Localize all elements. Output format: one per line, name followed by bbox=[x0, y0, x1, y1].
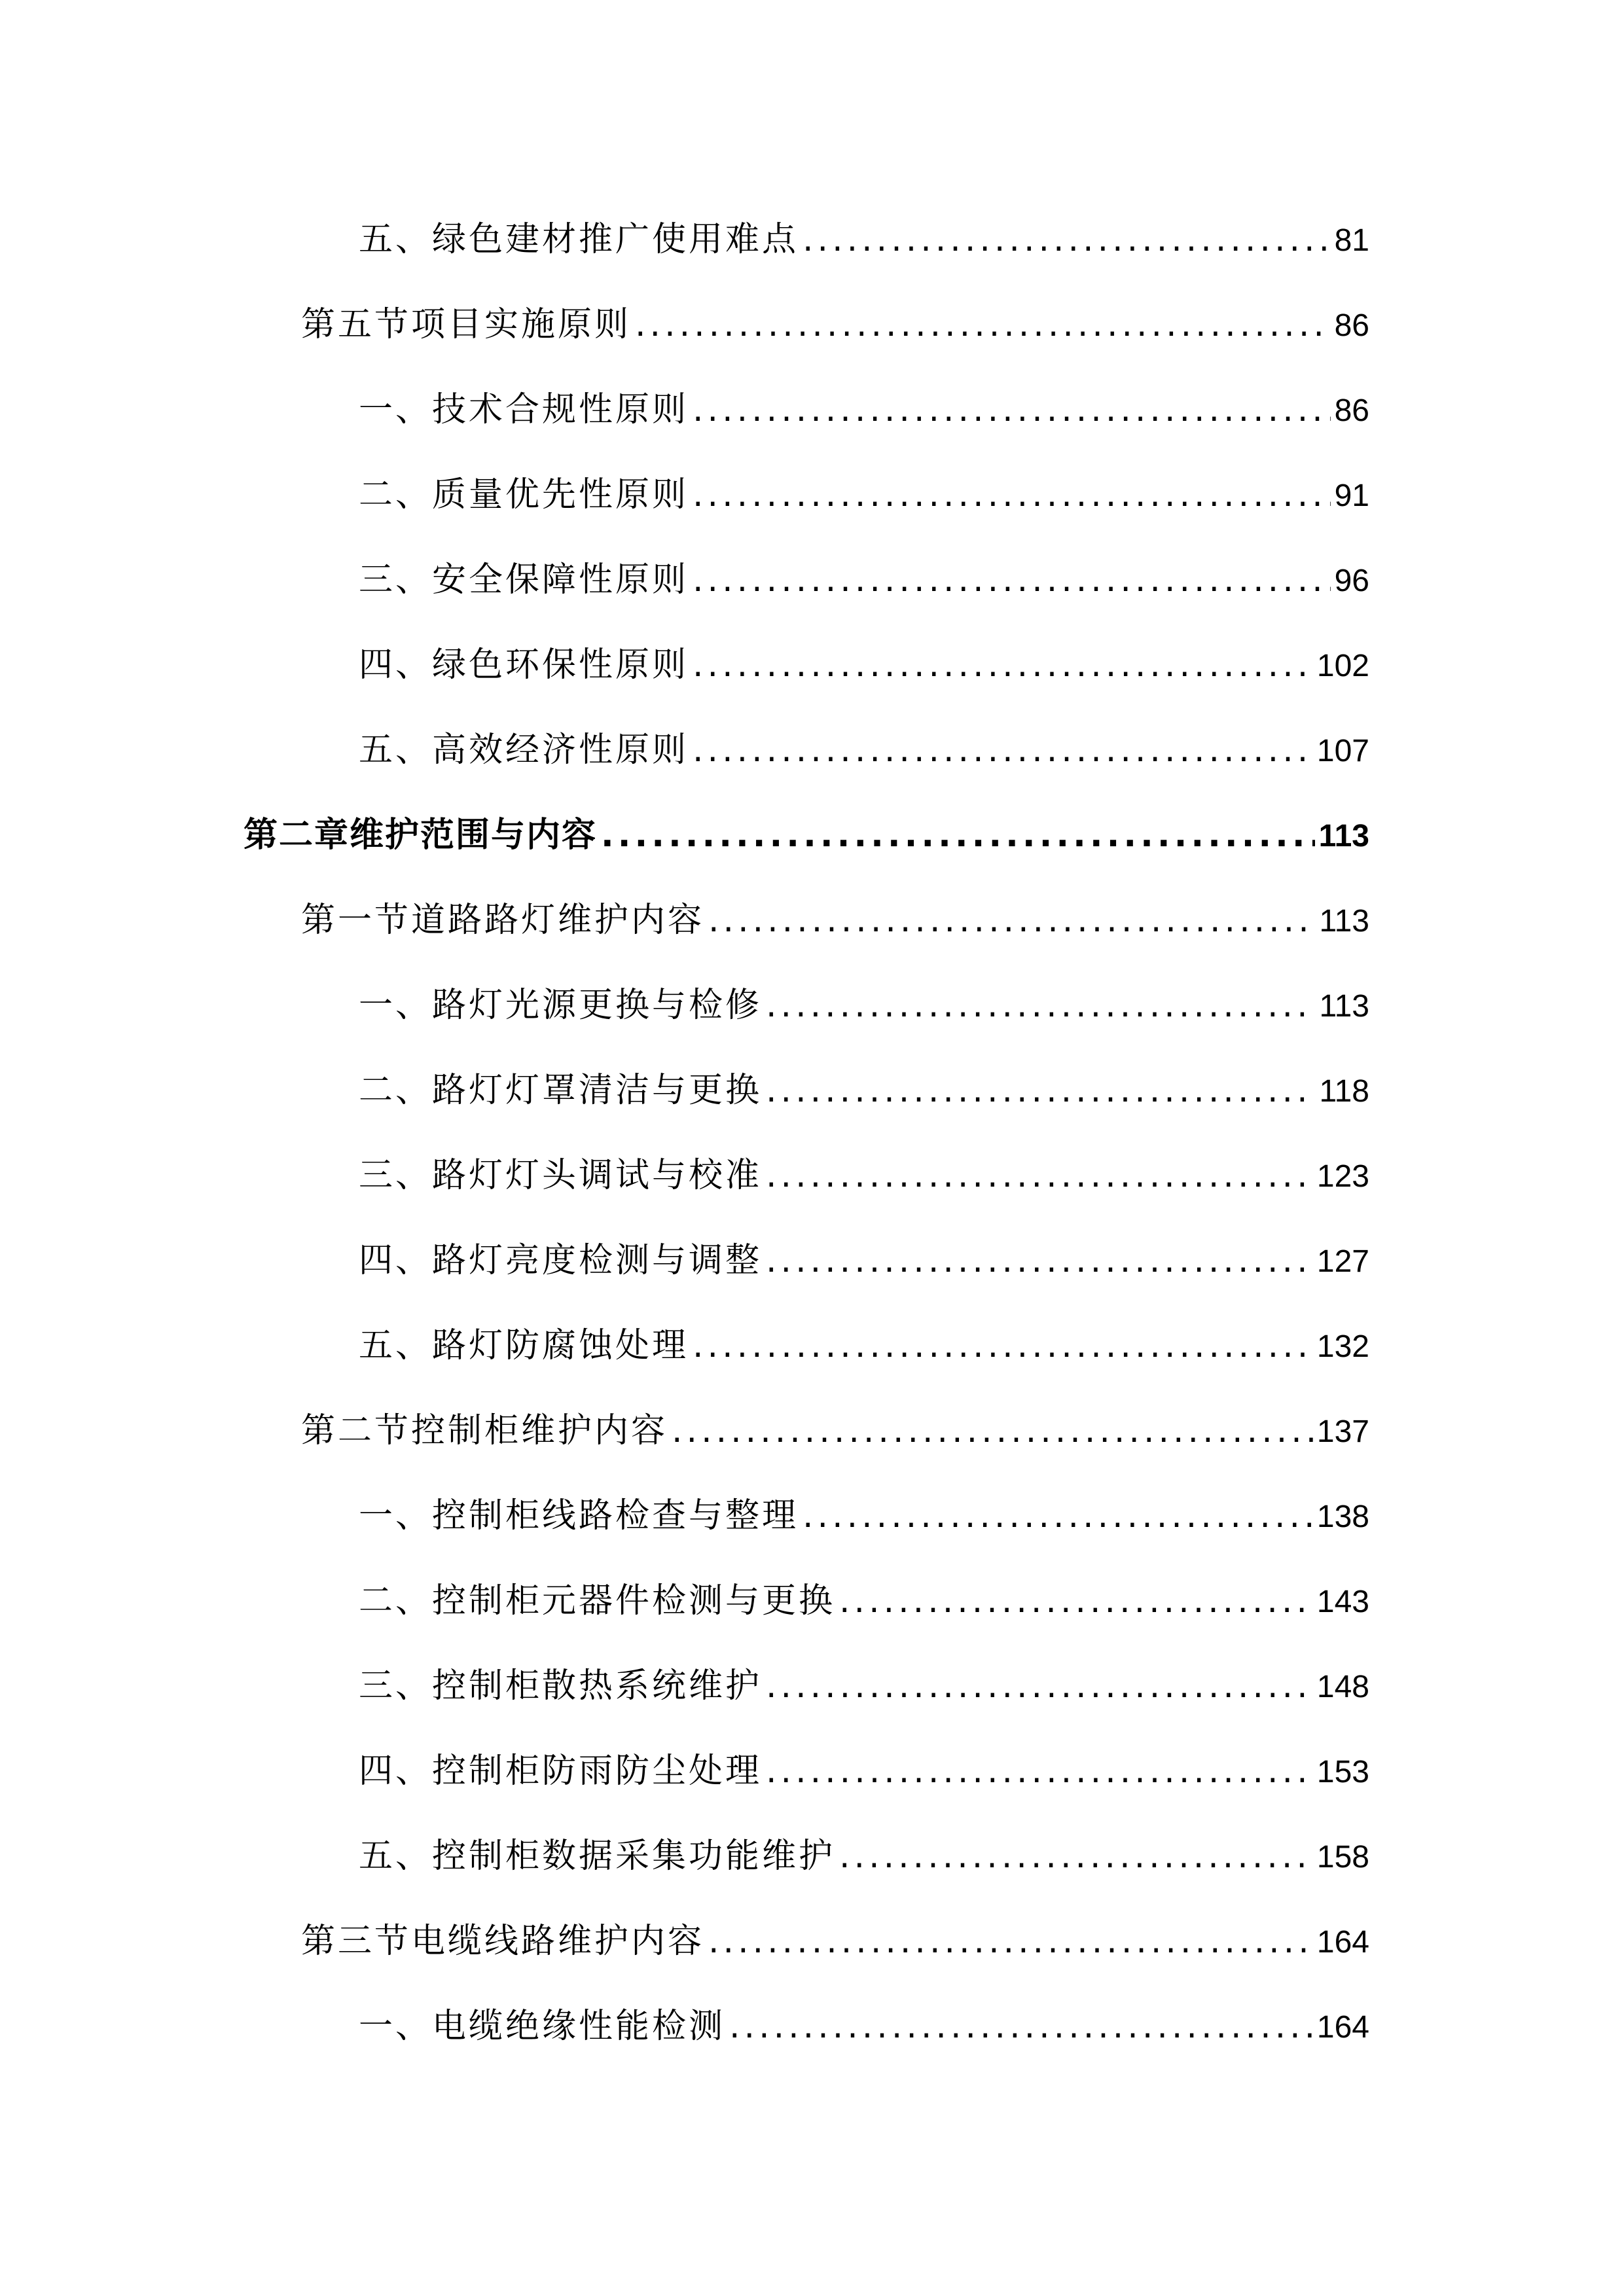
toc-leader-dots bbox=[672, 1405, 1313, 1457]
toc-leader-dots bbox=[693, 724, 1313, 776]
toc-entry[interactable] bbox=[359, 724, 1369, 776]
toc-entry[interactable] bbox=[359, 1234, 1369, 1287]
toc-entry[interactable] bbox=[301, 1915, 1369, 1967]
toc-entry-page: 158 bbox=[1316, 1840, 1369, 1874]
toc-entry[interactable] bbox=[301, 298, 1369, 351]
toc-leader-dots bbox=[766, 979, 1315, 1031]
toc-entry-title: 第五节项目实施原则 bbox=[301, 305, 632, 344]
toc-leader-dots bbox=[766, 1064, 1315, 1117]
toc-entry-title: 四、路灯亮度检测与调整 bbox=[359, 1241, 763, 1280]
toc-leader-dots bbox=[766, 1234, 1313, 1287]
toc-entry-title: 第二节控制柜维护内容 bbox=[301, 1411, 668, 1450]
toc-entry-title: 二、控制柜元器件检测与更换 bbox=[359, 1581, 836, 1621]
toc-leader-dots bbox=[693, 1319, 1313, 1372]
toc-entry-page: 118 bbox=[1319, 1074, 1369, 1109]
toc-entry-page: 123 bbox=[1316, 1159, 1369, 1194]
toc-entry-page: 164 bbox=[1316, 1925, 1369, 1960]
toc-entry-page: 132 bbox=[1316, 1329, 1369, 1364]
toc-entry-title: 五、路灯防腐蚀处理 bbox=[359, 1326, 689, 1365]
toc-leader-dots bbox=[729, 2000, 1313, 2053]
toc-entry[interactable] bbox=[359, 1149, 1369, 1202]
toc-entry-page: 137 bbox=[1316, 1414, 1369, 1449]
toc-entry-page: 102 bbox=[1316, 649, 1369, 683]
toc-leader-dots bbox=[693, 469, 1331, 521]
toc-entry[interactable] bbox=[359, 1319, 1369, 1372]
toc-entry-page: 86 bbox=[1334, 393, 1369, 428]
toc-entry-page: 164 bbox=[1316, 2010, 1369, 2045]
toc-entry-title: 二、质量优先性原则 bbox=[359, 475, 689, 514]
toc-entry[interactable] bbox=[359, 384, 1369, 436]
toc-entry[interactable] bbox=[359, 1064, 1369, 1117]
toc-leader-dots bbox=[839, 1830, 1313, 1882]
toc-entry-title: 二、路灯灯罩清洁与更换 bbox=[359, 1071, 763, 1110]
toc-entry[interactable] bbox=[359, 1490, 1369, 1542]
toc-entry[interactable] bbox=[359, 554, 1369, 606]
toc-entry[interactable] bbox=[359, 1660, 1369, 1712]
toc-entry[interactable] bbox=[301, 894, 1369, 946]
toc-entry-page: 143 bbox=[1316, 1585, 1369, 1619]
toc-entry-title: 五、控制柜数据采集功能维护 bbox=[359, 1837, 836, 1876]
toc-entry-page: 148 bbox=[1316, 1670, 1369, 1704]
toc-leader-dots bbox=[803, 1490, 1313, 1542]
toc-leader-dots bbox=[708, 894, 1315, 946]
toc-entry[interactable] bbox=[301, 1405, 1369, 1457]
toc-entry-page: 113 bbox=[1319, 989, 1369, 1024]
toc-entry-title: 一、路灯光源更换与检修 bbox=[359, 986, 763, 1025]
toc-leader-dots bbox=[693, 554, 1331, 606]
toc-leader-dots bbox=[635, 298, 1331, 351]
toc-entry-title: 五、绿色建材推广使用难点 bbox=[359, 220, 799, 259]
toc-entry-page: 153 bbox=[1316, 1755, 1369, 1789]
toc-entry-title: 五、高效经济性原则 bbox=[359, 730, 689, 770]
toc-entry-page: 127 bbox=[1316, 1244, 1369, 1279]
toc-entry-title: 三、控制柜散热系统维护 bbox=[359, 1666, 763, 1706]
toc-chapter-entry[interactable] bbox=[244, 809, 1369, 861]
toc-entry[interactable] bbox=[359, 639, 1369, 691]
toc-entry-page: 91 bbox=[1334, 478, 1369, 513]
toc-entry[interactable] bbox=[359, 213, 1369, 266]
toc-leader-dots bbox=[803, 213, 1331, 266]
toc-entry[interactable] bbox=[359, 469, 1369, 521]
toc-entry-title: 第三节电缆线路维护内容 bbox=[301, 1922, 705, 1961]
toc-entry[interactable] bbox=[359, 979, 1369, 1031]
toc-leader-dots bbox=[708, 1915, 1313, 1967]
toc-entry-page: 113 bbox=[1318, 819, 1369, 853]
toc-leader-dots bbox=[766, 1660, 1313, 1712]
toc-entry-page: 138 bbox=[1316, 1499, 1369, 1534]
toc-entry[interactable] bbox=[359, 2000, 1369, 2053]
toc-entry-title: 一、电缆绝缘性能检测 bbox=[359, 2007, 726, 2046]
toc-entry-title: 第一节道路路灯维护内容 bbox=[301, 901, 705, 940]
toc-leader-dots bbox=[766, 1149, 1313, 1202]
toc-leader-dots bbox=[693, 384, 1331, 436]
toc-entry-page: 107 bbox=[1316, 734, 1369, 768]
toc-entry-title: 四、绿色环保性原则 bbox=[359, 645, 689, 685]
toc-leader-dots bbox=[839, 1575, 1313, 1627]
toc-entry-title: 一、技术合规性原则 bbox=[359, 390, 689, 429]
toc-entry-page: 86 bbox=[1334, 308, 1369, 343]
toc-entry-title: 三、路灯灯头调试与校准 bbox=[359, 1156, 763, 1195]
toc-entry-page: 113 bbox=[1319, 904, 1369, 939]
toc-entry[interactable] bbox=[359, 1830, 1369, 1882]
toc-entry[interactable] bbox=[359, 1745, 1369, 1797]
toc-entry-title: 三、安全保障性原则 bbox=[359, 560, 689, 600]
toc-entry-page: 81 bbox=[1334, 223, 1369, 258]
toc-entry-title: 第二章维护范围与内容 bbox=[244, 816, 598, 855]
toc-leader-dots bbox=[766, 1745, 1313, 1797]
toc-entry-title: 四、控制柜防雨防尘处理 bbox=[359, 1751, 763, 1791]
toc-leader-dots bbox=[601, 809, 1315, 861]
toc-leader-dots bbox=[693, 639, 1313, 691]
toc-entry-page: 96 bbox=[1334, 564, 1369, 598]
toc-entry[interactable] bbox=[359, 1575, 1369, 1627]
toc-entry-title: 一、控制柜线路检查与整理 bbox=[359, 1496, 799, 1535]
